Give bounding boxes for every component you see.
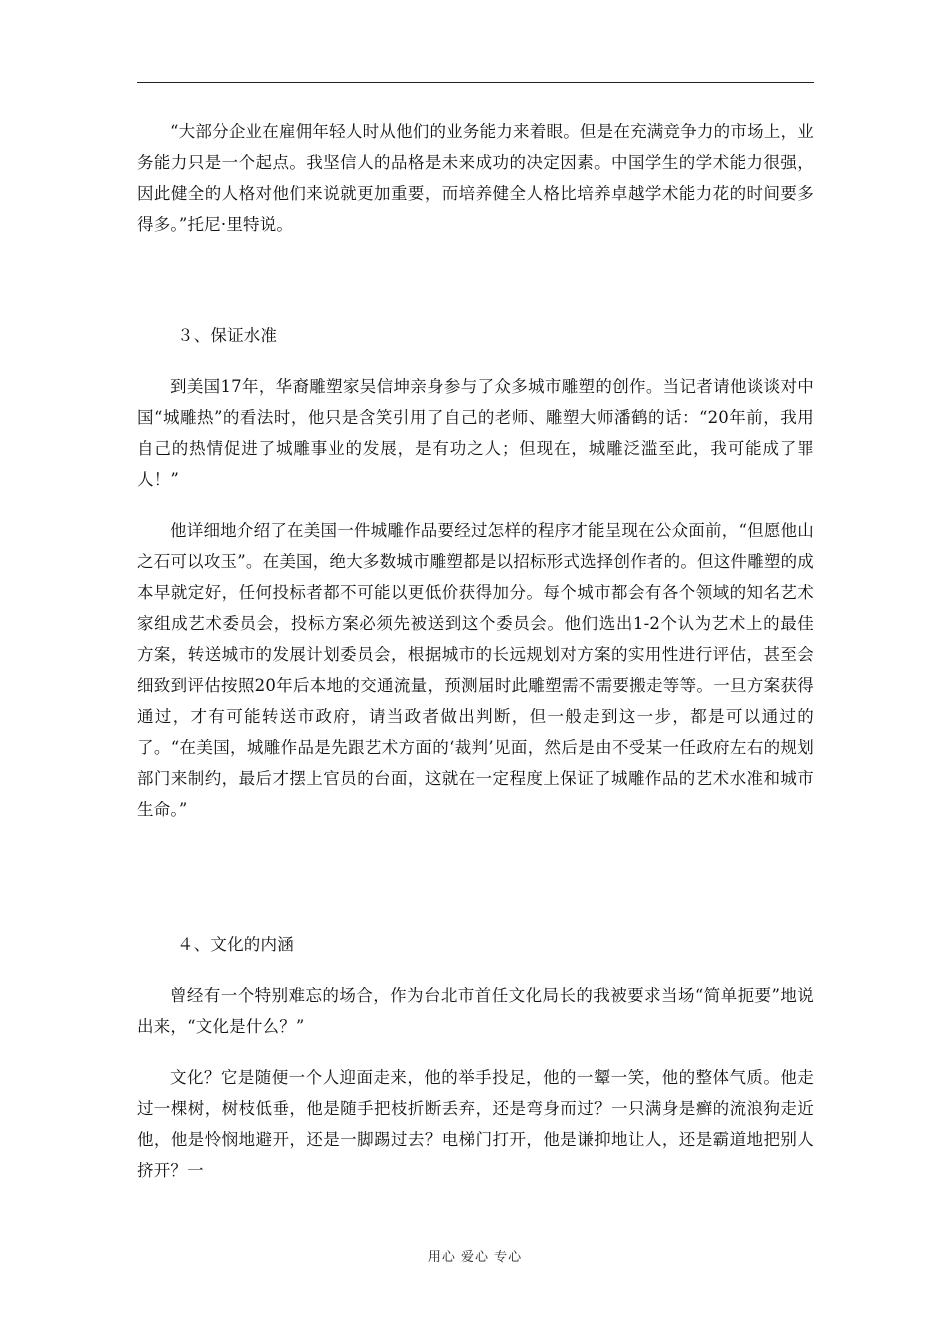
section-heading-4: ４、文化的内涵 bbox=[177, 935, 294, 954]
paragraph-3: 他详细地介绍了在美国一件城雕作品要经过怎样的程序才能呈现在公众面前，“但愿他山之石可以攻玉”。在美国，绝大多数城市雕塑都是以招标形式选择创作者的。但这件雕塑的成本早就定好，任何投标者都不可能以更低价获得加分。每个城市都会有各个领域的知名艺术家组成艺术委员会，投标方案必须先被送到这个委员会。他们选出1-2个认为艺术上的最佳方案，转送城市的发展计划委员会，根据城市的长远规划对方案的实用性进行评估，甚至会细致到评估按照20年后本地的交通流量，预测届时此雕塑需不需要搬走等等。一旦方案获得通过，才有可能转送市政府，请当政者做出判断，但一般走到这一步，都是可以通过的了。“在美国，城雕作品是先跟艺术方面的‘裁判’见面，然后是由不受某一任政府左右的规划部门来制约，最后才摆上官员的台面，这就在一定程度上保证了城雕作品的艺术水准和城市生命。” bbox=[137, 521, 814, 819]
paragraph-1: “大部分企业在雇佣年轻人时从他们的业务能力来着眼。但是在充满竞争力的市场上，业务能力只是一个起点。我坚信人的品格是未来成功的决定因素。中国学生的学术能力很强，因此健全的人格对他们来说就更加重要，而培养健全人格比培养卓越学术能力花的时间要多得多。”托尼·里特说。 bbox=[137, 122, 814, 234]
header-rule bbox=[137, 82, 814, 83]
paragraph-5: 文化？它是随便一个人迎面走来，他的举手投足，他的一颦一笑，他的整体气质。他走过一棵树，树枝低垂，他是随手把枝折断丢弃，还是弯身而过？一只满身是癣的流浪狗走近他，他是怜悯地避开，还是一脚踢过去？电梯门打开，他是谦抑地让人，还是霸道地把别人挤开？一 bbox=[137, 1068, 814, 1180]
spacer bbox=[137, 260, 814, 320]
paragraph-2: 到美国17年，华裔雕塑家吴信坤亲身参与了众多城市雕塑的创作。当记者请他谈谈对中国“城雕热”的看法时，他只是含笑引用了自己的老师、雕塑大师潘鹤的话：“20年前，我用自己的热情促进了城雕事业的发展，是有功之人；但现在，城雕泛滥至此，我可能成了罪人！” bbox=[137, 377, 814, 489]
spacer bbox=[137, 845, 814, 929]
section-heading-3: ３、保证水准 bbox=[177, 326, 278, 345]
page-footer: 用心 爱心 专心 bbox=[427, 1250, 523, 1265]
document-body bbox=[137, 116, 814, 1206]
paragraph-4: 曾经有一个特别难忘的场合，作为台北市首任文化局长的我被要求当场“简单扼要”地说出来，“文化是什么？” bbox=[137, 986, 814, 1036]
